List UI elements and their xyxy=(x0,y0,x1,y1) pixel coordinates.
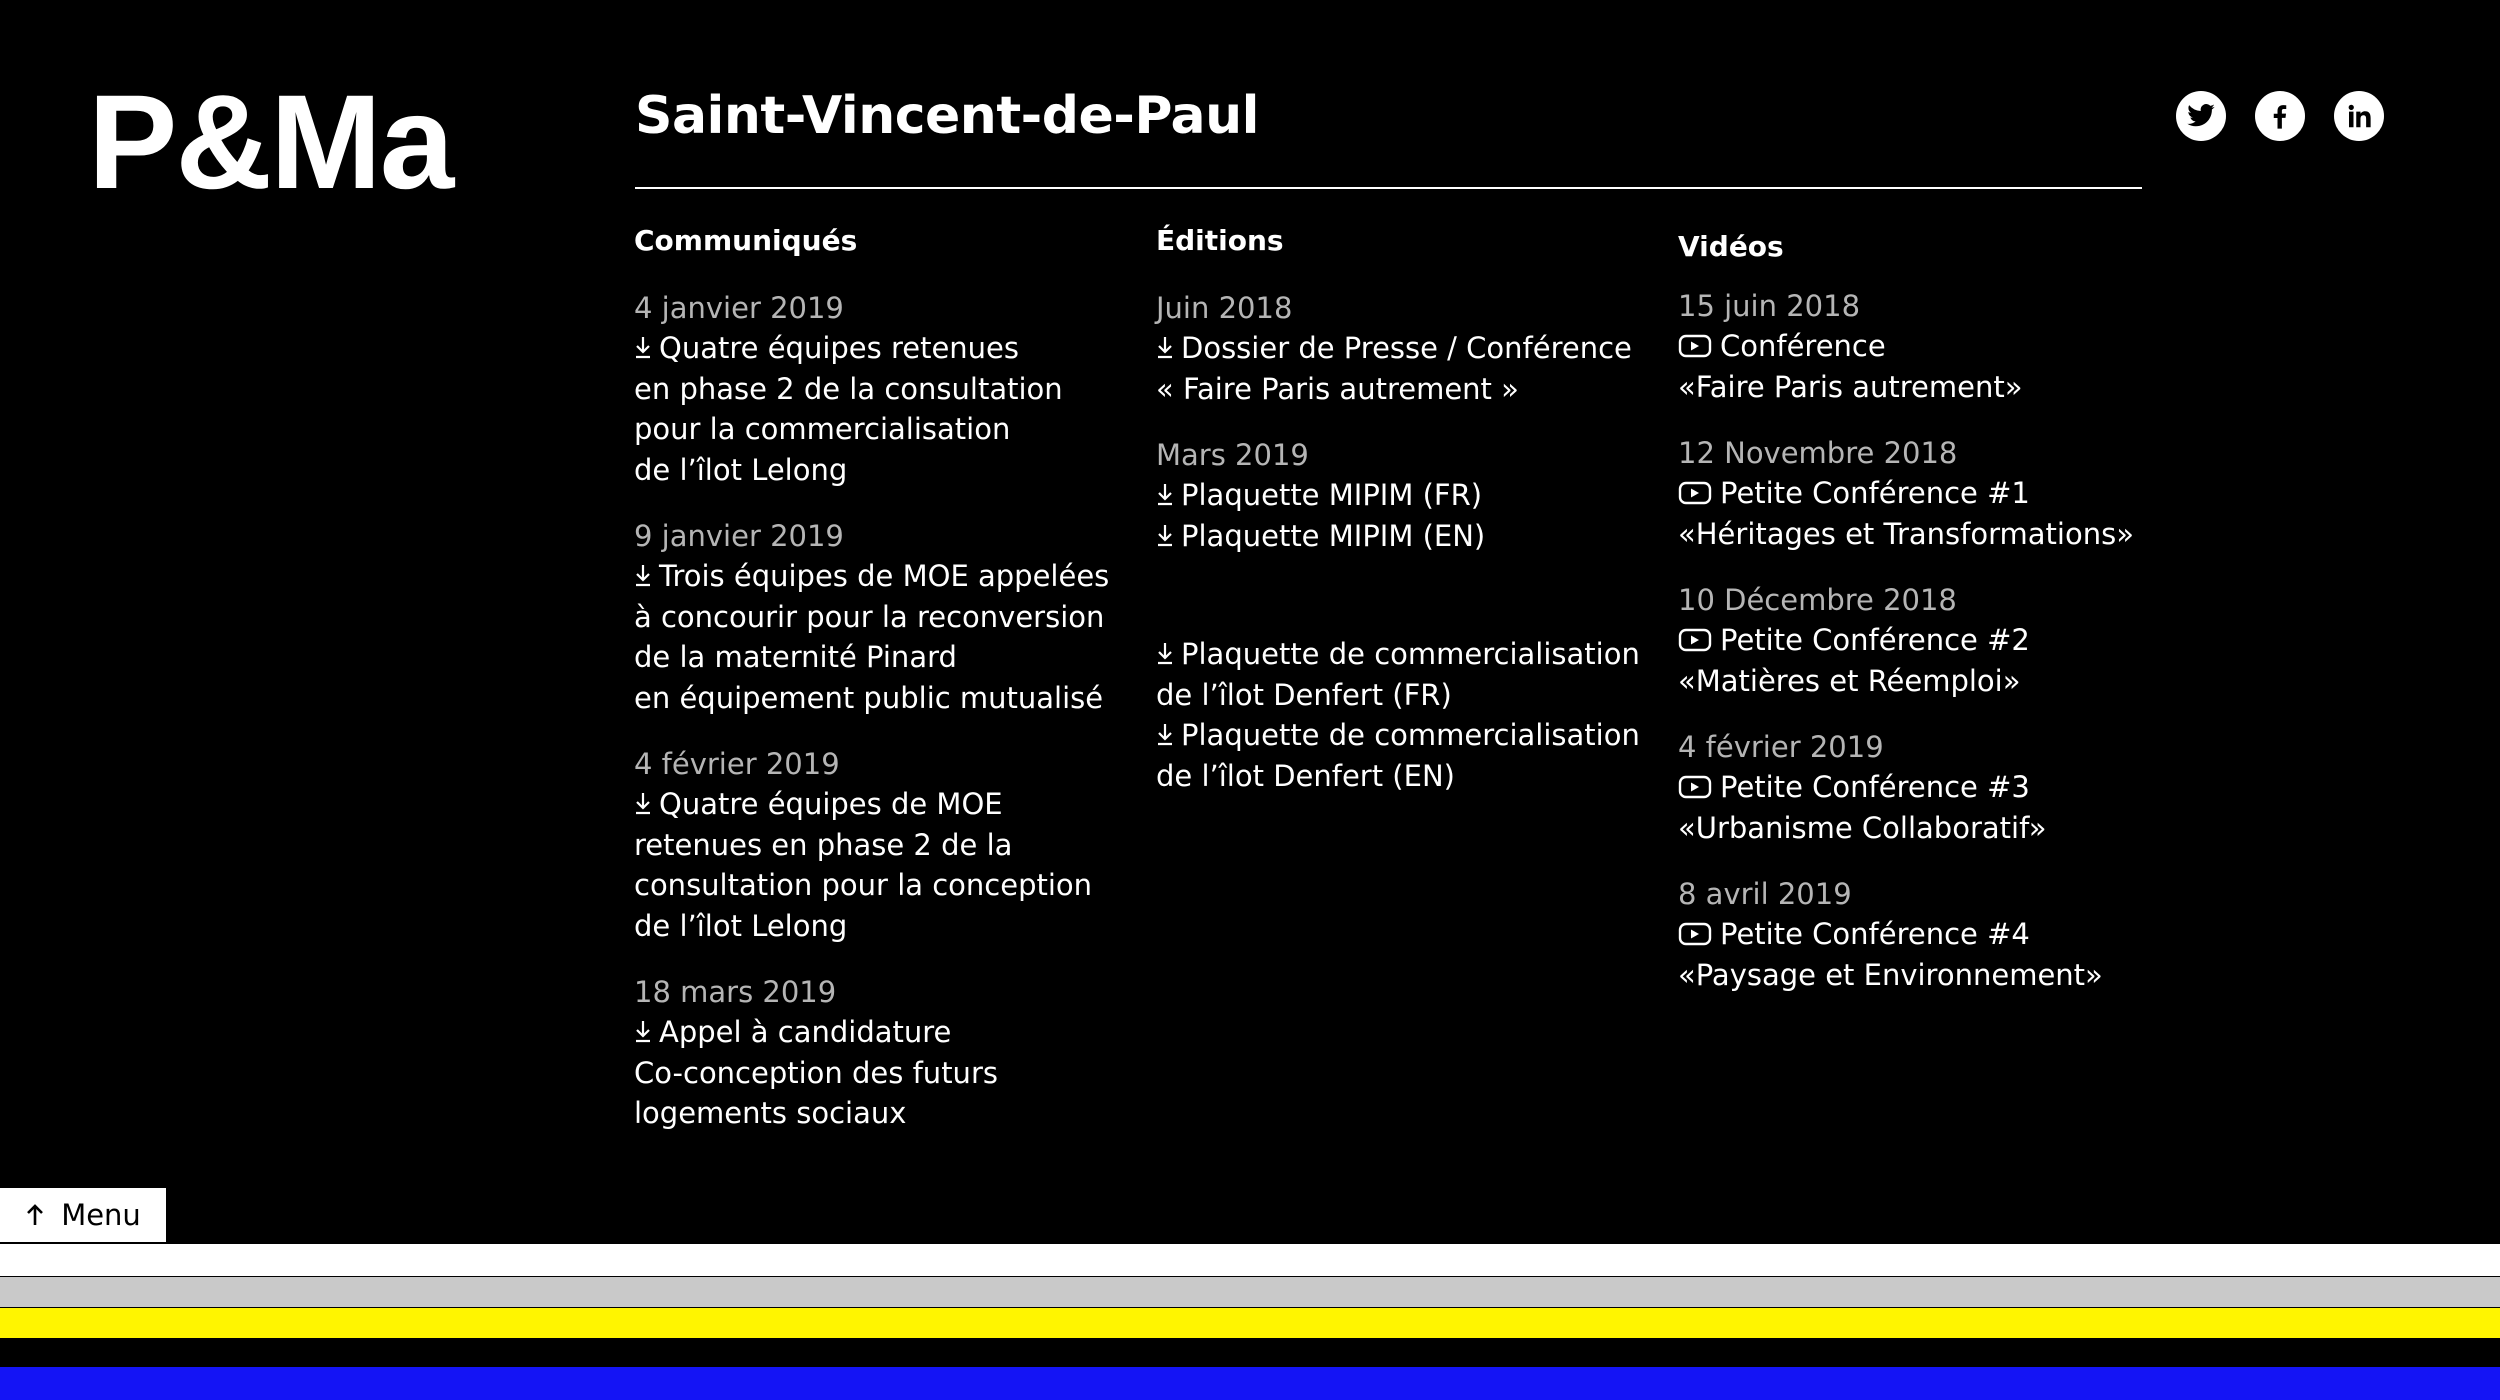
link-text: Plaquette MIPIM (EN) xyxy=(1181,518,1486,553)
link-text: « Faire Paris autrement » xyxy=(1156,371,1519,406)
communique-download-link[interactable] xyxy=(634,1012,1124,1134)
menu-button[interactable] xyxy=(0,1188,166,1242)
entry-date: 18 mars 2019 xyxy=(634,975,837,1009)
link-text: Petite Conférence #4 xyxy=(1720,917,2030,951)
editions-heading: Éditions xyxy=(1156,224,1284,257)
play-video-icon xyxy=(1678,775,1712,799)
communique-download-link[interactable] xyxy=(634,784,1124,946)
entry-date: 10 Décembre 2018 xyxy=(1678,583,1957,617)
link-text: de l’îlot Lelong xyxy=(634,908,848,943)
play-video-icon xyxy=(1678,481,1712,505)
link-text: Quatre équipes de MOE xyxy=(659,787,1003,821)
video-link[interactable] xyxy=(1678,620,2158,701)
stripe-black xyxy=(0,1338,2500,1367)
link-text: Plaquette MIPIM (FR) xyxy=(1181,478,1483,512)
communique-entry xyxy=(634,744,1124,946)
video-entry xyxy=(1678,286,2158,407)
edition-download-link[interactable] xyxy=(1156,715,1676,796)
download-icon xyxy=(1156,641,1174,665)
link-text: en équipement public mutualisé xyxy=(634,680,1104,715)
download-icon xyxy=(1156,482,1174,506)
communique-entry xyxy=(634,972,1124,1134)
entry-date: 4 janvier 2019 xyxy=(634,291,844,325)
download-icon xyxy=(1156,722,1174,746)
download-icon xyxy=(634,1019,652,1043)
video-link[interactable] xyxy=(1678,473,2158,554)
edition-entry xyxy=(1156,288,1676,409)
link-text: Conférence xyxy=(1720,329,1886,363)
video-entry xyxy=(1678,433,2158,554)
link-text: «Faire Paris autrement» xyxy=(1678,369,2023,404)
link-text: Trois équipes de MOE appelées xyxy=(659,559,1110,593)
link-text: en phase 2 de la consultation xyxy=(634,371,1063,406)
arrow-up-icon xyxy=(25,1203,45,1227)
link-text: de la maternité Pinard xyxy=(634,640,957,674)
page-title: Saint-Vincent-de-Paul xyxy=(635,86,1259,146)
link-text: à concourir pour la reconversion xyxy=(634,599,1105,634)
video-entry xyxy=(1678,874,2158,995)
edition-entry xyxy=(1156,634,1676,796)
entry-date: 8 avril 2019 xyxy=(1678,877,1852,911)
download-icon xyxy=(634,563,652,587)
entry-date: 12 Novembre 2018 xyxy=(1678,436,1958,470)
download-icon xyxy=(634,335,652,359)
communiques-heading: Communiqués xyxy=(634,224,858,257)
edition-download-link[interactable] xyxy=(1156,475,1676,516)
link-text: pour la commercialisation xyxy=(634,412,1011,446)
edition-entry xyxy=(1156,435,1676,556)
stripe-white xyxy=(0,1244,2500,1276)
link-text: Petite Conférence #2 xyxy=(1720,623,2030,657)
link-text: Co-conception des futurs xyxy=(634,1055,998,1090)
linkedin-link[interactable] xyxy=(2334,91,2384,141)
edition-download-link[interactable] xyxy=(1156,634,1676,715)
download-icon xyxy=(634,791,652,815)
download-icon xyxy=(1156,335,1174,359)
stripe-grey xyxy=(0,1277,2500,1307)
videos-heading: Vidéos xyxy=(1678,230,1784,263)
link-text: Petite Conférence #1 xyxy=(1720,476,2030,510)
link-text: «Paysage et Environnement» xyxy=(1678,957,2103,992)
linkedin-icon xyxy=(2344,101,2374,131)
twitter-icon xyxy=(2186,101,2216,131)
play-video-icon xyxy=(1678,628,1712,652)
link-text: «Urbanisme Collaboratif» xyxy=(1678,810,2047,845)
link-text: Plaquette de commercialisation xyxy=(1181,718,1640,752)
link-text: Dossier de Presse / Conférence xyxy=(1181,331,1632,365)
entry-date: 4 février 2019 xyxy=(634,747,840,781)
link-text: Quatre équipes retenues xyxy=(659,331,1020,365)
communique-entry xyxy=(634,516,1124,718)
video-entry xyxy=(1678,727,2158,848)
video-link[interactable] xyxy=(1678,767,2158,848)
communique-download-link[interactable] xyxy=(634,556,1124,718)
download-icon xyxy=(1156,523,1174,547)
video-link[interactable] xyxy=(1678,914,2158,995)
play-video-icon xyxy=(1678,922,1712,946)
facebook-link[interactable] xyxy=(2255,91,2305,141)
stripe-yellow xyxy=(0,1308,2500,1338)
videos-column xyxy=(1678,220,2158,1021)
link-text: Appel à candidature xyxy=(659,1015,952,1049)
link-text: «Matières et Réemploi» xyxy=(1678,663,2021,698)
entry-date: 15 juin 2018 xyxy=(1678,289,1861,323)
link-text: de l’îlot Lelong xyxy=(634,452,848,487)
link-text: «Héritages et Transformations» xyxy=(1678,516,2134,551)
link-text: Petite Conférence #3 xyxy=(1720,770,2030,804)
twitter-link[interactable] xyxy=(2176,91,2226,141)
entry-date: 4 février 2019 xyxy=(1678,730,1884,764)
edition-download-link[interactable] xyxy=(1156,328,1676,409)
stripe-blue xyxy=(0,1367,2500,1400)
entry-date: 9 janvier 2019 xyxy=(634,519,844,553)
edition-download-link[interactable] xyxy=(1156,516,1676,557)
facebook-icon xyxy=(2265,101,2295,131)
link-text: de l’îlot Denfert (FR) xyxy=(1156,677,1452,712)
header-divider xyxy=(635,187,2142,189)
social-links xyxy=(2176,91,2384,141)
editions-column xyxy=(1156,220,1676,822)
link-text: Plaquette de commercialisation xyxy=(1181,637,1640,671)
communique-entry xyxy=(634,288,1124,490)
spacer xyxy=(1156,582,1676,634)
video-link[interactable] xyxy=(1678,326,2158,407)
link-text: logements sociaux xyxy=(634,1096,907,1130)
entry-date: Juin 2018 xyxy=(1156,291,1293,325)
menu-label: Menu xyxy=(61,1198,141,1232)
entry-date: Mars 2019 xyxy=(1156,438,1309,472)
communiques-column xyxy=(634,220,1124,1160)
video-entry xyxy=(1678,580,2158,701)
link-text: consultation pour la conception xyxy=(634,868,1093,902)
link-text: de l’îlot Denfert (EN) xyxy=(1156,758,1455,793)
link-text: retenues en phase 2 de la xyxy=(634,827,1013,862)
communique-download-link[interactable] xyxy=(634,328,1124,490)
play-video-icon xyxy=(1678,334,1712,358)
logo[interactable]: P&Ma xyxy=(88,68,453,217)
